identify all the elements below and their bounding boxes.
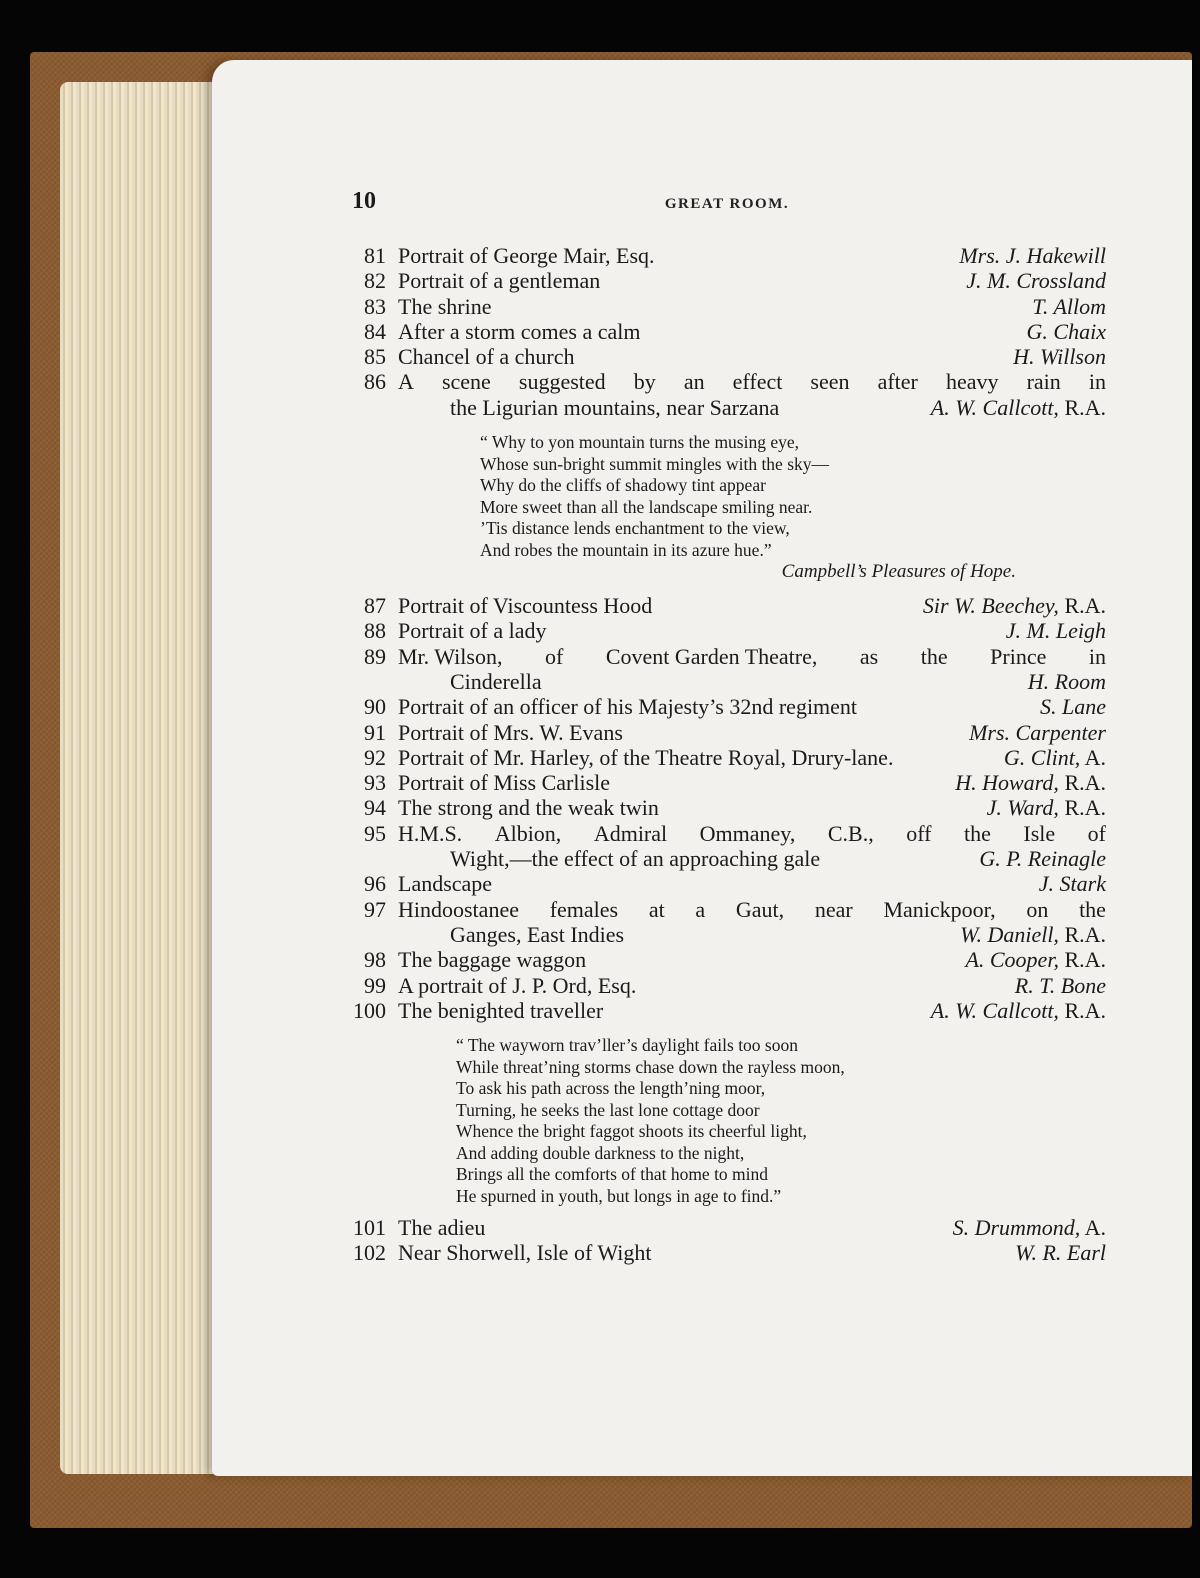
artist-italic: G. P. Reinagle xyxy=(979,846,1106,872)
entry-number: 87 xyxy=(364,593,386,619)
verse-line: Why do the cliffs of shadowy tint appear xyxy=(480,475,766,496)
artist-suffix: R.A. xyxy=(1058,795,1106,821)
title-word: on xyxy=(1026,896,1049,922)
catalogue-entry xyxy=(346,745,1106,770)
verse-line: Whence the bright faggot shoots its cheerful light, xyxy=(456,1121,807,1142)
entry-title: Portrait of George Mair, Esq. xyxy=(398,243,655,268)
title-word: in xyxy=(1088,643,1106,669)
artist-name xyxy=(969,720,1106,745)
catalogue-entry xyxy=(346,644,1106,669)
entry-title: Portrait of an officer of his Majesty’s 32nd regiment xyxy=(398,694,858,720)
catalogue-entry xyxy=(346,998,1106,1023)
artist-name xyxy=(955,770,1106,795)
artist-italic: A. W. Callcott, xyxy=(930,394,1059,420)
entry-title: After a storm comes a calm xyxy=(398,318,641,344)
entry-number: 89 xyxy=(364,643,386,669)
catalogue-entry xyxy=(346,344,1106,369)
catalogue-entry xyxy=(346,947,1106,972)
artist-name xyxy=(1039,871,1106,896)
verse-line: “ Why to yon mountain turns the musing eye, xyxy=(480,432,800,453)
page-edges xyxy=(60,82,230,1474)
entry-title-line2: the Ligurian mountains, near Sarzana xyxy=(450,394,780,420)
entry-number: 99 xyxy=(364,972,386,998)
title-word: Covent Garden Theatre, xyxy=(605,643,818,669)
artist-suffix: R.A. xyxy=(1058,394,1106,420)
entry-title: The baggage waggon xyxy=(398,947,587,973)
artist-name xyxy=(960,922,1106,947)
artist-suffix: R.A. xyxy=(1058,921,1106,947)
entry-number: 96 xyxy=(364,871,386,897)
catalogue-entry xyxy=(346,294,1106,319)
catalogue-entry xyxy=(346,770,1106,795)
verse-line: And adding double darkness to the night, xyxy=(456,1142,745,1163)
artist-italic: Mrs. Carpenter xyxy=(969,719,1106,745)
artist-name xyxy=(1028,669,1106,694)
entry-number: 93 xyxy=(364,770,386,796)
artist-suffix: R.A. xyxy=(1058,947,1106,973)
title-word: Prince xyxy=(990,643,1047,669)
entry-number: 85 xyxy=(364,344,386,370)
title-word: rain xyxy=(1026,369,1061,395)
entry-title: Chancel of a church xyxy=(398,344,575,370)
entry-title-line1 xyxy=(398,821,1106,846)
artist-italic: H. Room xyxy=(1027,668,1106,694)
artist-italic: G. Chaix xyxy=(1026,318,1106,344)
entry-number: 102 xyxy=(353,1240,386,1266)
verse-line: Turning, he seeks the last lone cottage door xyxy=(456,1099,760,1120)
catalogue-entry xyxy=(346,593,1106,618)
artist-suffix: R.A. xyxy=(1058,997,1106,1023)
verse-line: More sweet than all the landscape smiling near. xyxy=(480,496,813,517)
title-word: H.M.S. xyxy=(398,820,463,846)
title-word: suggested xyxy=(518,369,606,395)
entry-number: 91 xyxy=(364,719,386,745)
quote-source: Campbell’s Pleasures of Hope. xyxy=(781,561,1016,583)
entry-title: Portrait of a lady xyxy=(398,618,547,644)
title-word: an xyxy=(683,369,705,395)
entry-number: 83 xyxy=(364,293,386,319)
entry-title: Portrait of Mrs. W. Evans xyxy=(398,719,623,745)
entry-title: A portrait of J. P. Ord, Esq. xyxy=(398,972,637,998)
entry-title: The benighted traveller xyxy=(398,997,604,1023)
title-word: effect xyxy=(732,369,783,395)
catalogue-entry xyxy=(346,1215,1106,1240)
entry-number: 100 xyxy=(353,997,386,1023)
entry-title: Portrait of a gentleman xyxy=(398,268,601,294)
entry-title-line2: Wight,—the effect of an approaching gale xyxy=(450,846,821,872)
verse-line: “ The wayworn trav’ller’s daylight fails too soon xyxy=(456,1035,798,1056)
entry-number: 95 xyxy=(364,820,386,846)
artist-name xyxy=(931,395,1106,420)
verse-quote-100 xyxy=(456,1035,1106,1207)
title-word: after xyxy=(877,369,918,395)
verse-line: ’Tis distance lends enchantment to the view, xyxy=(480,518,790,539)
entry-title: The adieu xyxy=(398,1215,486,1241)
catalogue-entry xyxy=(346,871,1106,896)
title-word: Ommaney, xyxy=(699,820,796,846)
title-word: a xyxy=(695,896,706,922)
title-word: at xyxy=(648,896,665,922)
entry-number: 82 xyxy=(364,268,386,294)
entry-number: 94 xyxy=(364,795,386,821)
title-word: of xyxy=(1087,820,1106,846)
artist-name xyxy=(965,947,1106,972)
artist-name xyxy=(1032,294,1106,319)
title-word: off xyxy=(906,820,932,846)
entry-number: 90 xyxy=(364,694,386,720)
title-word: Mr. Wilson, xyxy=(398,643,503,669)
title-word: Admiral xyxy=(593,820,668,846)
catalogue-entry xyxy=(346,694,1106,719)
title-word: in xyxy=(1088,369,1106,395)
title-word: the xyxy=(1079,896,1106,922)
title-word: heavy xyxy=(945,369,999,395)
title-word: Manickpoor, xyxy=(883,896,996,922)
entry-title-line1 xyxy=(398,897,1106,922)
title-word: the xyxy=(963,820,991,846)
verse-line: Brings all the comforts of that home to mind xyxy=(456,1164,769,1185)
artist-name xyxy=(987,795,1106,820)
page-header xyxy=(352,188,1102,224)
artist-italic: A. W. Callcott, xyxy=(930,997,1059,1023)
artist-italic: A. Cooper, xyxy=(965,947,1059,973)
catalogue-entry xyxy=(346,821,1106,846)
title-word: Gaut, xyxy=(735,896,785,922)
catalogue-entry-continued xyxy=(346,669,1106,694)
title-word: the xyxy=(920,643,948,669)
artist-name xyxy=(1006,618,1106,643)
entry-title: Portrait of Mr. Harley, of the Theatre Royal, Drury-lane. xyxy=(398,744,894,770)
artist-italic: W. Daniell, xyxy=(960,921,1059,947)
title-word: A xyxy=(398,369,414,395)
catalogue-entry-continued xyxy=(346,846,1106,871)
entry-number: 101 xyxy=(353,1215,386,1241)
artist-name xyxy=(959,243,1106,268)
artist-italic: G. Clint, xyxy=(1003,744,1081,770)
entry-title: The shrine xyxy=(398,293,492,319)
entry-title: Portrait of Viscountess Hood xyxy=(398,593,653,619)
entry-number: 84 xyxy=(364,318,386,344)
artist-italic: S. Lane xyxy=(1040,694,1106,720)
artist-name xyxy=(1004,745,1106,770)
catalogue-entry xyxy=(346,1240,1106,1265)
artist-italic: J. M. Leigh xyxy=(1005,618,1106,644)
entry-title: Portrait of Miss Carlisle xyxy=(398,770,611,796)
entry-title-line2: Ganges, East Indies xyxy=(450,921,625,947)
artist-name xyxy=(1027,319,1106,344)
artist-italic: J. Stark xyxy=(1038,871,1106,897)
verse-quote-86 xyxy=(480,432,1106,585)
entry-title-line1 xyxy=(398,369,1106,394)
title-word: seen xyxy=(810,369,850,395)
artist-name xyxy=(966,268,1106,293)
artist-italic: H. Howard, xyxy=(955,770,1059,796)
artist-suffix: A. xyxy=(1080,1215,1106,1241)
artist-suffix: R.A. xyxy=(1058,770,1106,796)
title-word: Albion, xyxy=(494,820,562,846)
artist-name xyxy=(1015,973,1106,998)
entry-number: 98 xyxy=(364,947,386,973)
artist-name xyxy=(923,593,1106,618)
catalogue-entry xyxy=(346,973,1106,998)
artist-name xyxy=(931,998,1106,1023)
catalogue-entry xyxy=(346,369,1106,394)
artist-name xyxy=(1040,694,1106,719)
verse-line: While threat’ning storms chase down the rayless moon, xyxy=(456,1056,845,1077)
title-word: by xyxy=(633,369,656,395)
artist-name xyxy=(953,1215,1106,1240)
title-word: scene xyxy=(441,369,491,395)
catalogue-entry-continued xyxy=(346,395,1106,420)
artist-italic: W. R. Earl xyxy=(1015,1240,1106,1266)
artist-name xyxy=(979,846,1106,871)
entry-title-line2: Cinderella xyxy=(450,668,542,694)
title-word: Hindoostanee xyxy=(398,896,519,922)
page-number: 10 xyxy=(352,188,376,214)
catalogue-entry xyxy=(346,268,1106,293)
catalogue-entry xyxy=(346,618,1106,643)
verse-line: He spurned in youth, but longs in age to find.” xyxy=(456,1185,782,1206)
entry-number: 86 xyxy=(364,369,386,395)
title-word: near xyxy=(814,896,853,922)
running-head: GREAT ROOM. xyxy=(664,196,790,212)
entry-number: 88 xyxy=(364,618,386,644)
artist-italic: J. Ward, xyxy=(986,795,1059,821)
catalogue-entry xyxy=(346,720,1106,745)
catalogue-entry xyxy=(346,319,1106,344)
entry-title: Landscape xyxy=(398,871,493,897)
verse-line: To ask his path across the length’ning moor, xyxy=(456,1078,766,1099)
artist-name xyxy=(1015,1240,1106,1265)
artist-italic: Mrs. J. Hakewill xyxy=(959,243,1106,268)
entry-title: The strong and the weak twin xyxy=(398,795,659,821)
artist-italic: T. Allom xyxy=(1032,293,1106,319)
artist-suffix: R.A. xyxy=(1058,593,1106,619)
entry-number: 92 xyxy=(364,744,386,770)
artist-name xyxy=(1013,344,1106,369)
title-word: as xyxy=(859,643,879,669)
artist-italic: H. Willson xyxy=(1013,344,1106,370)
catalogue-entry xyxy=(346,243,1106,268)
artist-italic: Sir W. Beechey, xyxy=(922,593,1059,619)
entry-title: Near Shorwell, Isle of Wight xyxy=(398,1240,652,1266)
artist-italic: J. M. Crossland xyxy=(966,268,1106,294)
artist-suffix: A. xyxy=(1080,744,1106,770)
verse-line: Whose sun-bright summit mingles with the sky— xyxy=(480,453,830,474)
entry-title-line1 xyxy=(398,644,1106,669)
artist-italic: S. Drummond, xyxy=(952,1215,1081,1241)
title-word: females xyxy=(549,896,619,922)
title-word: C.B., xyxy=(827,820,874,846)
title-word: Isle xyxy=(1023,820,1056,846)
catalogue-entry xyxy=(346,897,1106,922)
catalogue-entry xyxy=(346,795,1106,820)
artist-italic: R. T. Bone xyxy=(1014,972,1106,998)
entry-number: 97 xyxy=(364,896,386,922)
catalogue-list xyxy=(346,243,1106,1266)
verse-line: And robes the mountain in its azure hue.” xyxy=(480,539,772,560)
catalogue-entry-continued xyxy=(346,922,1106,947)
title-word: of xyxy=(544,643,564,669)
entry-number: 81 xyxy=(364,243,386,268)
